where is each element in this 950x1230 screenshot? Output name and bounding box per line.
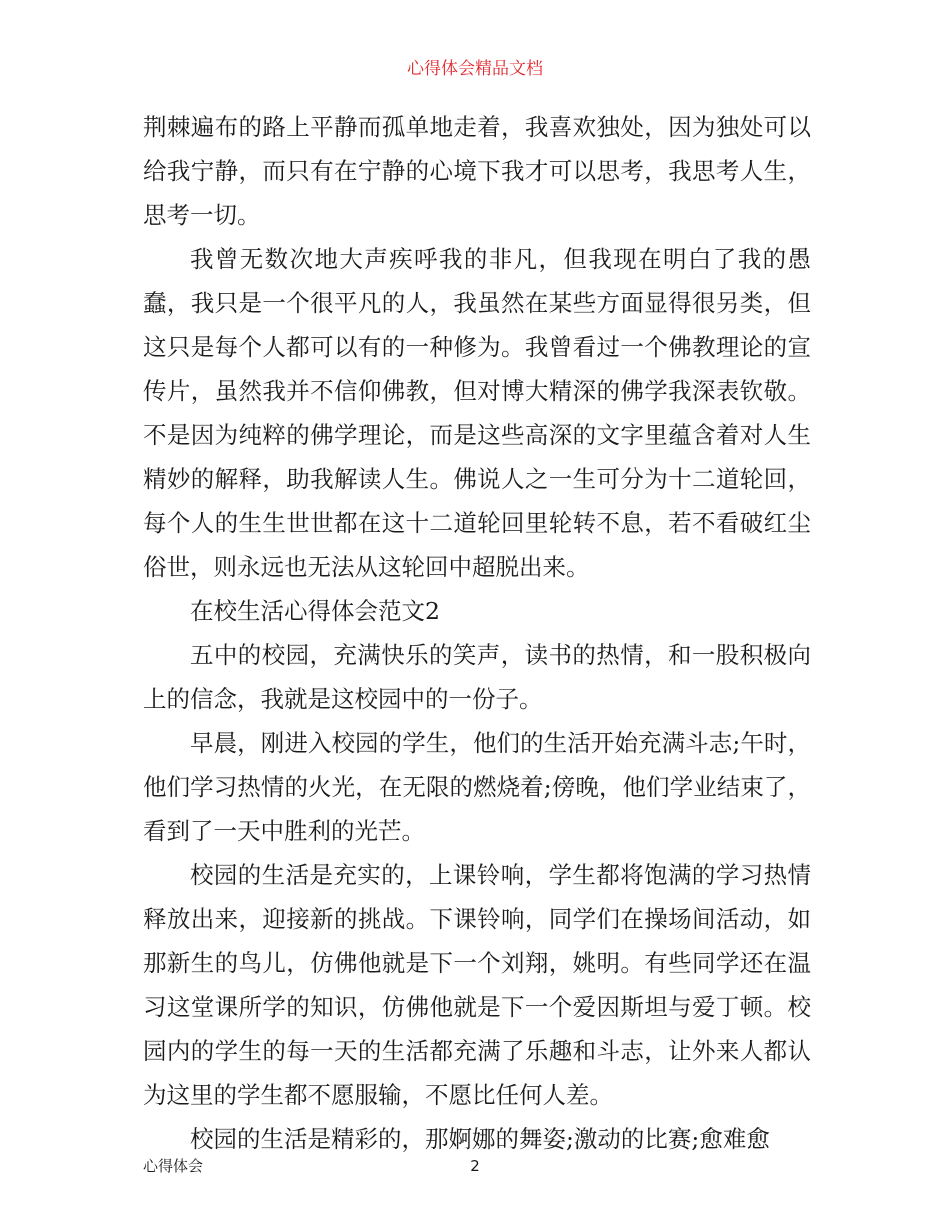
paragraph-4: 早晨，刚进入校园的学生，他们的生活开始充满斗志;午时，他们学习热情的火光，在无限的燃烧着;傍晚，他们学业结束了，看到了一天中胜利的光芒。 (143, 729, 811, 845)
paragraph-6: 校园的生活是精彩的，那婀娜的舞姿;激动的比赛;愈难愈 (190, 1125, 770, 1153)
paragraph-2: 我曾无数次地大声疾呼我的非凡，但我现在明白了我的愚蠢，我只是一个很平凡的人，我虽然在某些方面显得很另类，但这只是每个人都可以有的一种修为。我曾看过一个佛教理论的宣传片，虽然我并不信仰佛教，但对博大精深的佛学我深表钦敬。不是因为纯粹的佛学理论，而是这些高深的文字里蕴含着对人生精妙的解释，助我解读人生。佛说人之一生可分为十二道轮回，每个人的生生世世都在这十二道轮回里轮转不息，若不看破红尘俗世，则永远也无法从这轮回中超脱出来。 (143, 245, 811, 581)
document-body (143, 105, 811, 1161)
footer-label: 心得体会 (143, 1157, 204, 1175)
paragraph-3: 五中的校园，充满快乐的笑声，读书的热情，和一股积极向上的信念，我就是这校园中的一份子。 (143, 641, 811, 713)
page-header-title: 心得体会精品文档 (407, 59, 543, 79)
paragraph-1: 荆棘遍布的路上平静而孤单地走着，我喜欢独处，因为独处可以给我宁静，而只有在宁静的心境下我才可以思考，我思考人生，思考一切。 (143, 113, 811, 229)
footer-page-number: 2 (470, 1157, 480, 1175)
paragraph-5: 校园的生活是充实的，上课铃响，学生都将饱满的学习热情释放出来，迎接新的挑战。下课铃响，同学们在操场间活动，如那新生的鸟儿，仿佛他就是下一个刘翔，姚明。有些同学还在温习这堂课所学的知识，仿佛他就是下一个爱因斯坦与爱丁顿。校园内的学生的每一天的生活都充满了乐趣和斗志，让外来人都认为这里的学生都不愿服输，不愿比任何人差。 (143, 861, 811, 1109)
section-heading: 在校生活心得体会范文2 (190, 597, 440, 625)
